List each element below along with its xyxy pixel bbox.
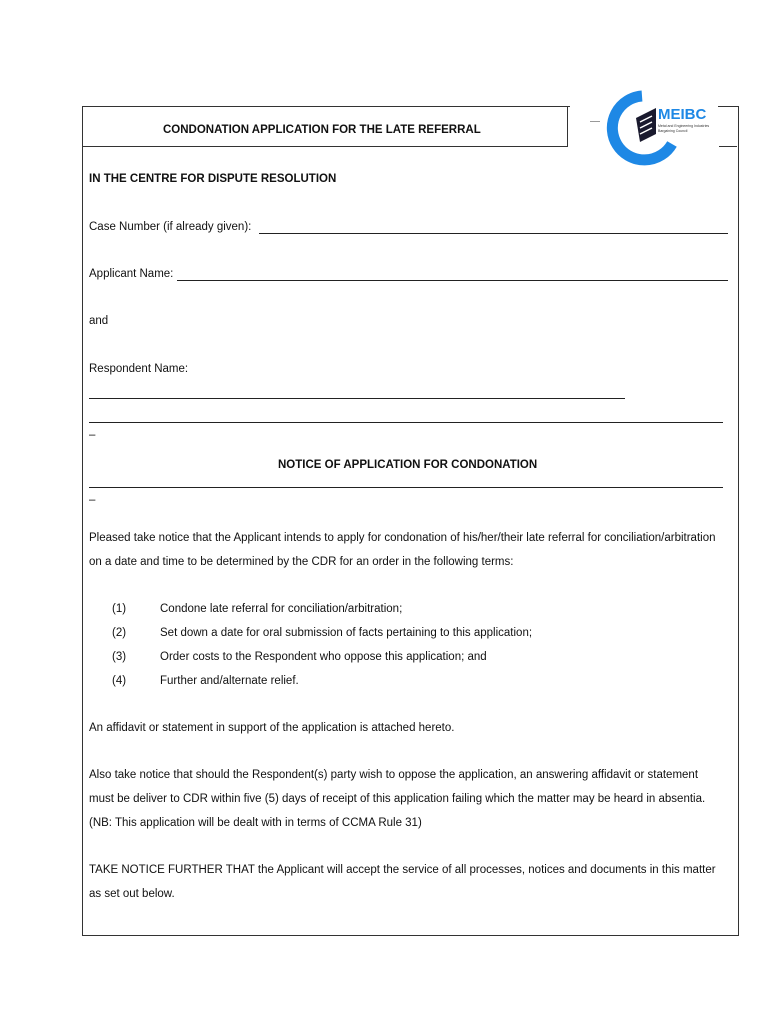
oppose-line-2: must be deliver to CDR within five (5) days of receipt of this application failing which the matter may be heard in absentia. xyxy=(89,793,706,805)
centre-heading: IN THE CENTRE FOR DISPUTE RESOLUTION xyxy=(89,173,337,185)
and-label: and xyxy=(89,315,109,327)
item-text: Order costs to the Respondent who oppose this application; and xyxy=(160,651,487,663)
meibc-emblem-icon xyxy=(590,90,730,166)
logo-tagline-1: Metal and Engineering Industries xyxy=(658,124,710,128)
item-text: Further and/alternate relief. xyxy=(160,675,299,687)
intro-line-1: Pleased take notice that the Applicant intends to apply for condonation of his/her/their late referral for conciliation/arbitration xyxy=(89,532,716,544)
notice-title: NOTICE OF APPLICATION FOR CONDONATION xyxy=(278,459,538,471)
item-text: Condone late referral for conciliation/arbitration; xyxy=(160,603,403,615)
further-line-2: as set out below. xyxy=(89,888,175,900)
logo-tagline-2: Bargaining Council xyxy=(658,129,688,133)
oppose-line-1: Also take notice that should the Respondent(s) party wish to oppose the application, an answering affidavit or statement xyxy=(89,769,699,781)
oppose-line-3: (NB: This application will be dealt with in terms of CCMA Rule 31) xyxy=(89,817,422,829)
intro-line-2: on a date and time to be determined by the CDR for an order in the following terms: xyxy=(89,556,514,568)
item-num: (4) xyxy=(112,675,127,687)
item-text: Set down a date for oral submission of facts pertaining to this application; xyxy=(160,627,533,639)
dash-1: – xyxy=(89,429,96,441)
meibc-logo xyxy=(590,90,730,166)
page-title: CONDONATION APPLICATION FOR THE LATE REFERRAL xyxy=(163,124,481,136)
case-number-field[interactable] xyxy=(259,233,728,234)
item-num: (3) xyxy=(112,651,127,663)
notice-rule xyxy=(89,487,723,488)
applicant-name-label: Applicant Name: xyxy=(89,268,174,280)
further-line-1: TAKE NOTICE FURTHER THAT the Applicant will accept the service of all processes, notices and documents in this matter xyxy=(89,864,716,876)
item-num: (2) xyxy=(112,627,127,639)
respondent-name-field[interactable] xyxy=(89,398,625,399)
logo-name: MEIBC xyxy=(658,106,707,123)
dash-2: – xyxy=(89,494,96,506)
applicant-name-field[interactable] xyxy=(177,280,728,281)
respondent-name-label: Respondent Name: xyxy=(89,363,189,375)
affidavit-text: An affidavit or statement in support of the application is attached hereto. xyxy=(89,722,455,734)
case-number-label: Case Number (if already given): xyxy=(89,221,252,233)
item-num: (1) xyxy=(112,603,127,615)
respondent-name-field-2[interactable] xyxy=(89,422,723,423)
